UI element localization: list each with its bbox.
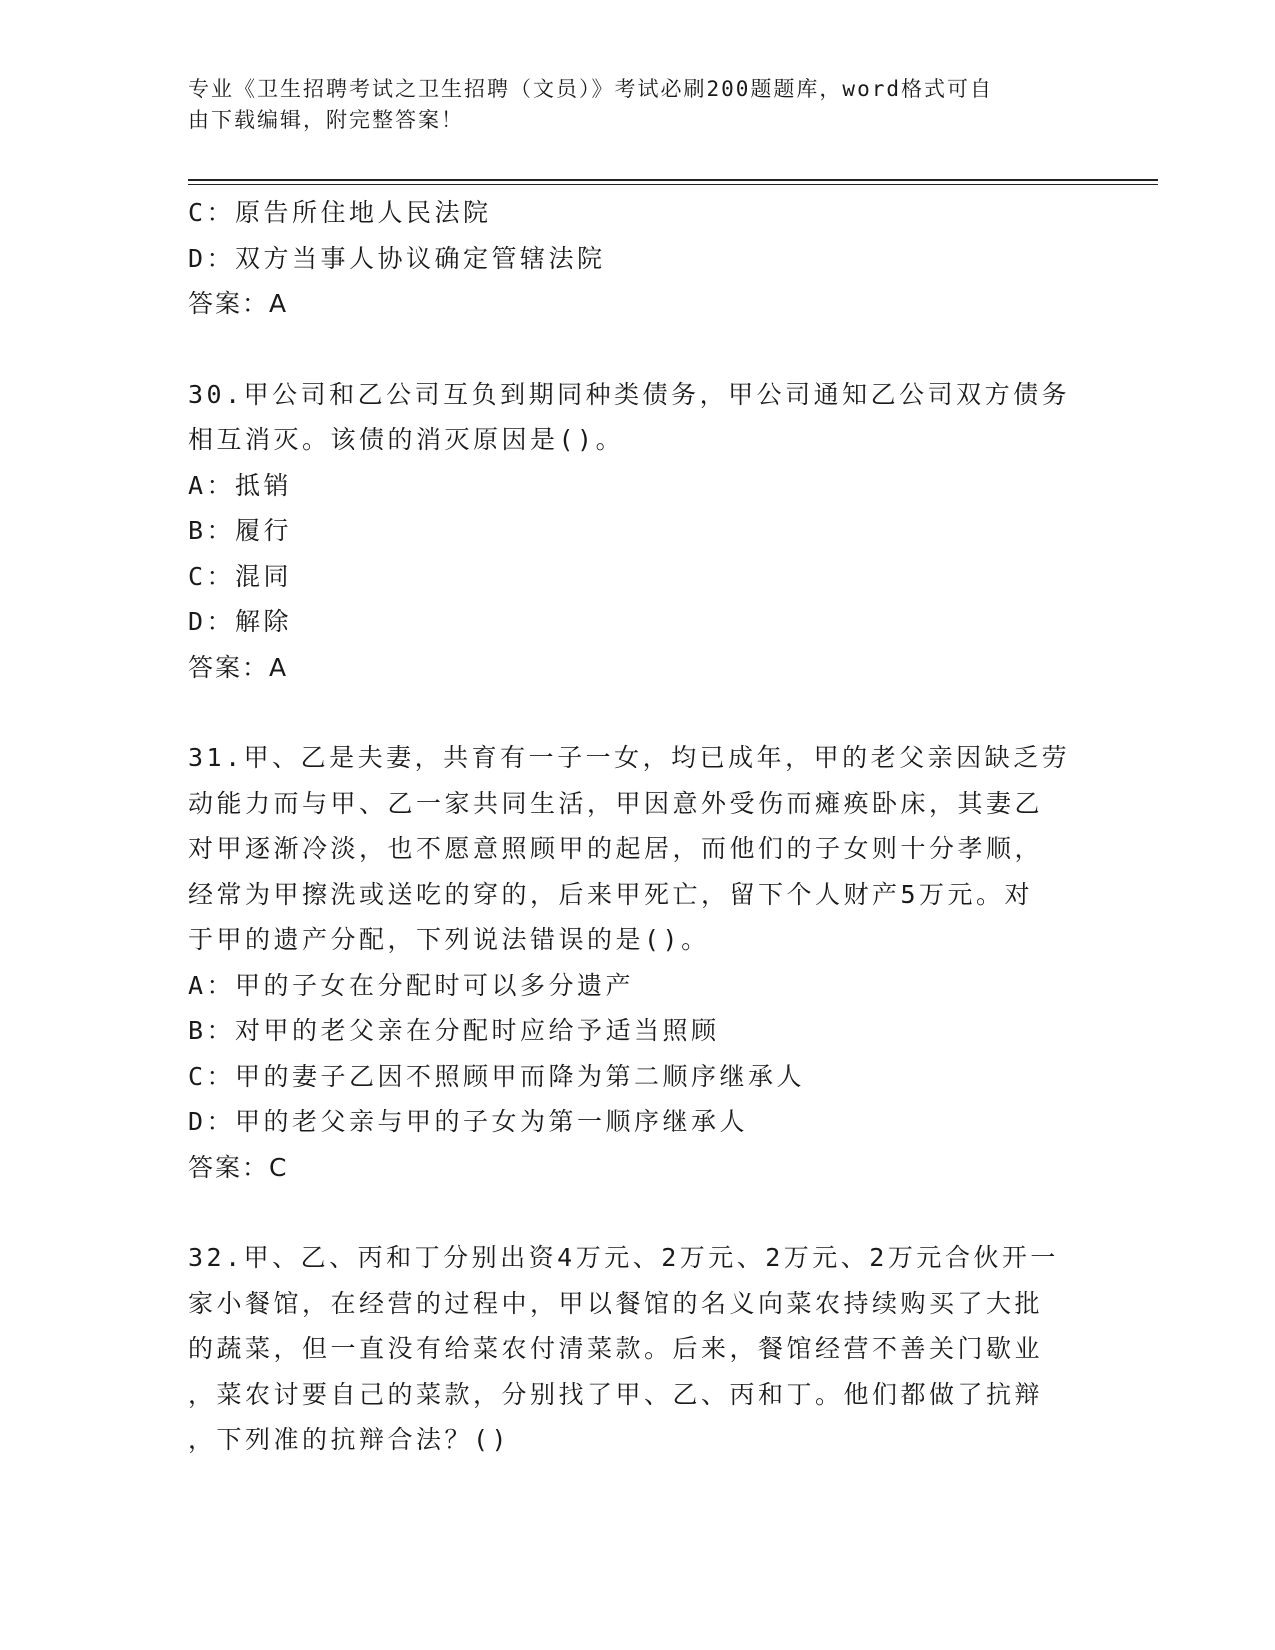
spacer bbox=[188, 1190, 1088, 1235]
document-body bbox=[188, 190, 1088, 1463]
question-stem-line: 30.甲公司和乙公司互负到期同种类债务，甲公司通知乙公司双方债务 bbox=[188, 379, 1071, 409]
question-stem-line: 对甲逐渐冷淡，也不愿意照顾甲的起居，而他们的子女则十分孝顺， bbox=[188, 834, 1044, 863]
option-c: C：甲的妻子乙因不照顾甲而降为第二顺序继承人 bbox=[188, 1061, 806, 1091]
option-d: D：解除 bbox=[188, 607, 293, 636]
question-stem-line: 31.甲、乙是夫妻，共育有一子一女，均已成年，甲的老父亲因缺乏劳 bbox=[188, 743, 1071, 772]
document-header bbox=[188, 74, 1068, 136]
header-divider-thin bbox=[188, 184, 1158, 185]
header-line-2: 由下载编辑，附完整答案！ bbox=[188, 108, 464, 132]
question-stem-line: 家小餐馆，在经营的过程中，甲以餐馆的名义向菜农持续购买了大批 bbox=[188, 1288, 1044, 1318]
question-stem-line: 动能力而与甲、乙一家共同生活，甲因意外受伤而瘫痪卧床，其妻乙 bbox=[188, 788, 1044, 818]
spacer bbox=[188, 327, 1088, 372]
question-stem-line: 的蔬菜，但一直没有给菜农付清菜款。后来，餐馆经营不善关门歇业 bbox=[188, 1334, 1044, 1363]
answer-line: 答案：C bbox=[188, 1152, 289, 1182]
question-stem-line: 经常为甲擦洗或送吃的穿的，后来甲死亡，留下个人财产5万元。对 bbox=[188, 879, 1034, 909]
option-b: B：履行 bbox=[188, 516, 293, 545]
option-a: A：甲的子女在分配时可以多分遗产 bbox=[188, 970, 635, 1000]
option-b: B：对甲的老父亲在分配时应给予适当照顾 bbox=[188, 1016, 720, 1045]
answer-line: 答案：A bbox=[188, 652, 289, 682]
question-stem-line: 32.甲、乙、丙和丁分别出资4万元、2万元、2万元、2万元合伙开一 bbox=[188, 1243, 1059, 1272]
option-a: A：抵销 bbox=[188, 470, 293, 500]
question-stem-line: 于甲的遗产分配，下列说法错误的是()。 bbox=[188, 925, 710, 954]
option-c: C：混同 bbox=[188, 561, 293, 591]
header-line-1: 专业《卫生招聘考试之卫生招聘（文员）》考试必刷200题题库，word格式可自 bbox=[188, 77, 993, 101]
option-d: D：甲的老父亲与甲的子女为第一顺序继承人 bbox=[188, 1107, 749, 1136]
option-c: C：原告所住地人民法院 bbox=[188, 198, 492, 227]
question-stem-line: ，下列准的抗辩合法？() bbox=[188, 1425, 511, 1454]
header-divider-thick bbox=[188, 179, 1158, 181]
question-29-tail bbox=[188, 190, 1088, 327]
question-31 bbox=[188, 735, 1088, 1190]
answer-line: 答案：A bbox=[188, 289, 289, 318]
question-30 bbox=[188, 372, 1088, 691]
question-stem-line: 相互消灭。该债的消灭原因是()。 bbox=[188, 425, 625, 454]
question-32 bbox=[188, 1235, 1088, 1463]
spacer bbox=[188, 690, 1088, 735]
question-stem-line: ，菜农讨要自己的菜款，分别找了甲、乙、丙和丁。他们都做了抗辩 bbox=[188, 1379, 1044, 1409]
option-d: D：双方当事人协议确定管辖法院 bbox=[188, 243, 606, 273]
